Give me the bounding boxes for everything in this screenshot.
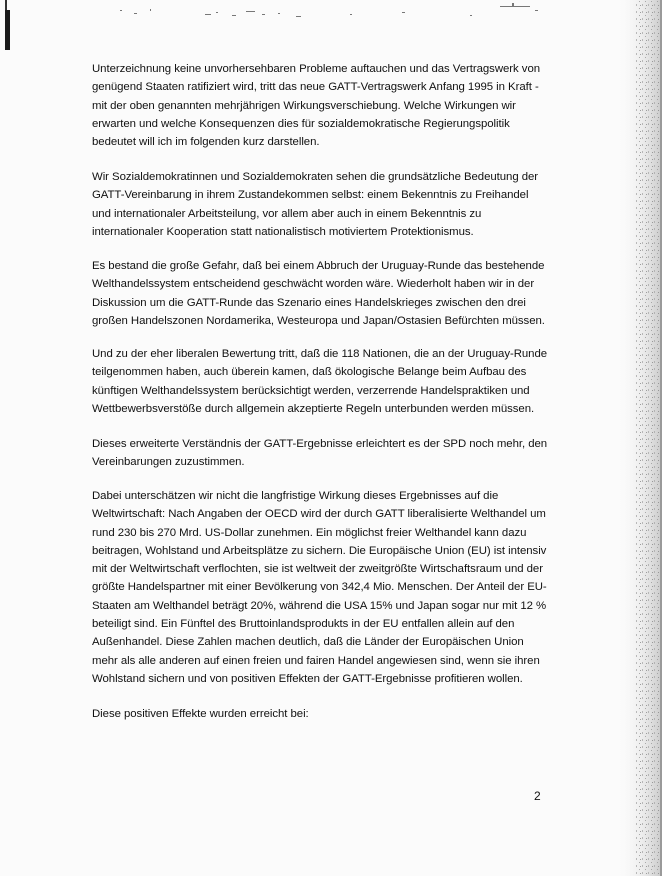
text-line: Dieses erweiterte Verständnis der GATT-Ergebnisse erleichtert es der SPD noch mehr, den <box>92 438 548 450</box>
text-line: Es bestand die große Gefahr, daß bei einem Abbruch der Uruguay-Runde das bestehende <box>92 260 545 272</box>
text-line: Diskussion um die GATT-Runde das Szenario eines Handelskrieges zwischen den drei <box>92 296 526 309</box>
text-line: Außenhandel. Diese Zahlen machen deutlich, daß die Länder der Europäischen Union <box>92 636 524 649</box>
text-line: Welthandelssystem entscheidend geschwächt worden wäre. Wiederholt haben wir in der <box>92 278 535 291</box>
text-line: bedeutet will ich im folgenden kurz darstellen. <box>92 136 320 149</box>
scan-noise-right-edge <box>614 0 662 876</box>
text-line: mit der Weltwirtschaft verflochten, sie ist weltweit der zweitgrößte Wirtschaftsraum und der <box>92 563 543 576</box>
text-line: Diese positiven Effekte wurden erreicht bei: <box>92 708 309 720</box>
text-line: und internationaler Arbeitsteilung, vor allem aber auch in einem Bekenntnis zu <box>92 207 482 220</box>
text-line: beteiligt sind. Ein Fünftel des Bruttoinlandsprodukts in der EU entfallen allein auf den <box>92 618 515 631</box>
text-line: erwarten und welche Konsequenzen dies für sozialdemokratische Regierungspolitik <box>92 117 510 130</box>
text-line: Staaten am Welthandel beträgt 20%, während die USA 15% und Japan sogar nur mit 12 % <box>92 599 547 612</box>
text-line: Wettbewerbsverstöße durch allgemein akzeptierte Regeln unterbunden werden müssen. <box>92 402 535 415</box>
paragraph-5 <box>92 435 552 472</box>
text-line: Und zu der eher liberalen Bewertung tritt, daß die 118 Nationen, die an der Uruguay-Runde <box>92 348 548 360</box>
text-line: genügend Staaten ratifiziert wird, tritt das neue GATT-Vertragswerk Anfang 1995 in Kraft - <box>92 81 539 94</box>
text-line: GATT-Vereinbarung in ihrem Zustandekommen selbst: einem Bekenntnis zu Freihandel <box>92 189 529 202</box>
paragraph-7 <box>92 705 552 723</box>
text-line: Weltwirtschaft: Nach Angaben der OECD wird der durch GATT liberalisierte Welthandel um <box>92 508 546 521</box>
text-line: großen Handelszonen Nordamerika, Westeuropa und Japan/Ostasien Befürchten müssen. <box>92 314 545 327</box>
paragraph-2 <box>92 168 552 241</box>
text-line: künftigen Welthandelssystem berücksichtigt werden, verzerrende Handelspraktiken und <box>92 384 530 397</box>
text-line: rund 230 bis 270 Mrd. US-Dollar zunehmen. Ein möglichst freier Welthandel kann dazu <box>92 526 527 539</box>
paragraph-4 <box>92 345 552 418</box>
scan-noise-top <box>0 0 662 22</box>
text-line: internationaler Kooperation statt nationalistisch motiviertem Protektionismus. <box>92 225 474 238</box>
paragraph-1 <box>92 60 552 151</box>
text-line: mit der oben genannten mehrjährigen Wirkungsverschiebung. Welche Wirkungen wir <box>92 99 516 112</box>
text-line: teilgenommen haben, auch überein kamen, daß ökologische Belange beim Aufbau des <box>92 366 527 379</box>
text-line: Unterzeichnung keine unvorhersehbaren Probleme auftauchen und das Vertragswerk von <box>92 63 541 75</box>
page-number: 2 <box>534 789 541 803</box>
paragraph-6 <box>92 487 552 688</box>
text-line: mehr als alle anderen auf einen freien und fairen Handel angewiesen sind, wenn sie ihren <box>92 654 540 667</box>
text-line: Wir Sozialdemokratinnen und Sozialdemokraten sehen die grundsätzliche Bedeutung der <box>92 171 539 183</box>
text-line: beitragen, Wohlstand und Arbeitsplätze zu sichern. Die Europäische Union (EU) ist intensiv <box>92 544 547 557</box>
text-line: Wohlstand sichern und von positiven Effekten der GATT-Ergebnisse profitieren wollen. <box>92 672 523 685</box>
paragraph-3 <box>92 257 552 330</box>
text-line: größte Handelspartner mit einer Bevölkerung von 342,4 Mio. Menschen. Der Anteil der EU- <box>92 581 547 594</box>
text-line: Dabei unterschätzen wir nicht die langfristige Wirkung dieses Ergebnisses auf die <box>92 490 499 502</box>
text-line: Vereinbarungen zuzustimmen. <box>92 456 245 469</box>
